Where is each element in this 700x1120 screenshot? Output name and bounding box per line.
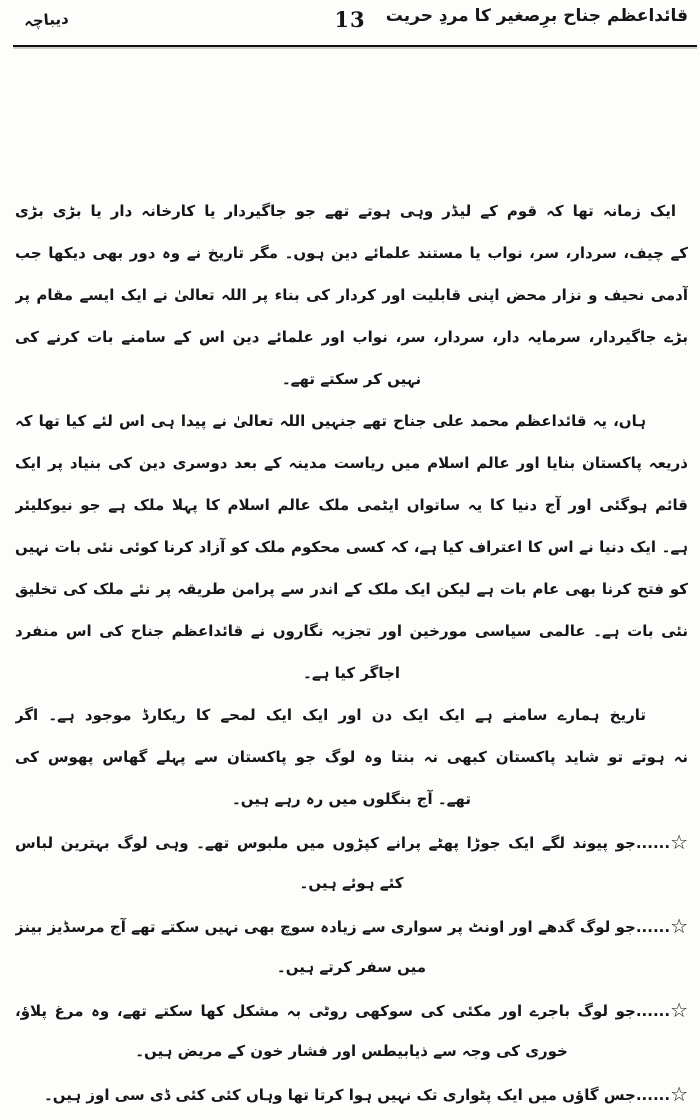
text-line <box>15 1072 688 1114</box>
text-line: ہاں، یہ قائداعظم محمد علی جناح تھے جنہیں اللہ تعالیٰ نے پیدا ہی اس لئے کیا تھا کہ <box>15 412 646 430</box>
text-line <box>15 820 688 862</box>
text-line: تاریخ ہمارے سامنے ہے ایک ایک دن اور ایک ایک لمحے کا ریکارڈ موجود ہے۔ اگر <box>15 706 646 724</box>
list-item-text: جو لوگ باجرے اور مکئی کی سوکھی روٹی بہ مشکل کھا سکتے تھے، وہ مرغ پلاؤ، <box>15 1002 636 1020</box>
text-line: نئی بات ہے۔ عالمی سیاسی مورخین اور تجزیہ نگاروں نے قائداعظم جناح کی اس منفرد <box>15 622 688 640</box>
list-item-2 <box>15 904 688 988</box>
paragraph-2 <box>15 400 688 694</box>
leader-dots: ...... <box>635 834 671 852</box>
star-bullet-icon: ☆ <box>670 914 688 938</box>
text-line: نہیں کر سکتے تھے۔ <box>281 370 422 388</box>
text-line: اجاگر کیا ہے۔ <box>303 664 400 682</box>
leader-dots: ...... <box>635 1002 671 1020</box>
list-item-text: جو پیوند لگے ایک جوڑا پھٹے پرانے کپڑوں میں ملبوس تھے۔ وہی لوگ بہترین لباس <box>15 834 636 852</box>
leader-dots: ...... <box>635 1086 671 1104</box>
text-line: قائم ہوگئی اور آج دنیا کا یہ ساتواں ایٹمی ملک عالم اسلام کا پہلا ملک ہے جو نیوکلیئر <box>15 496 688 514</box>
list-item-text: جس گاؤں میں ایک پٹواری تک نہیں ہوا کرتا تھا وہاں کئی کئی ڈی سی اوز ہیں۔ <box>43 1086 636 1104</box>
list-item-text: جو لوگ گدھے اور اونٹ پر سواری سے زیادہ سوچ بھی نہیں سکتے تھے آج مرسڈیز بینز <box>15 918 636 936</box>
text-line: نہ ہوتے تو شاید پاکستان کبھی نہ بنتا وہ لوگ جو پاکستان سے پہلے گھاس پھوس کی <box>15 748 688 766</box>
text-line: ایک زمانہ تھا کہ قوم کے لیڈر وہی ہوتے تھے جو جاگیردار یا کارخانہ دار یا بڑی بڑی <box>15 202 676 220</box>
leader-dots: ...... <box>635 918 671 936</box>
text-line: بڑے جاگیردار، سرمایہ دار، سردار، سر، نواب اور علمائے دین اس کے سامنے بات کرنے کی <box>15 328 688 346</box>
paragraph-3 <box>15 694 688 820</box>
text-line: تھے۔ آج بنگلوں میں رہ رہے ہیں۔ <box>232 790 471 808</box>
text-line: کئے ہوئے ہیں۔ <box>299 874 404 892</box>
running-head-chapter: دیباچہ <box>23 9 70 31</box>
list-item-4 <box>15 1072 688 1114</box>
text-line: کو فتح کرنا بھی عام بات ہے لیکن ایک ملک کے اندر سے پرامن طریقہ پر نئے ملک کی تخلیق <box>15 580 688 598</box>
paragraph-1 <box>15 190 688 400</box>
page-body <box>15 190 688 1114</box>
star-bullet-icon: ☆ <box>670 1082 688 1106</box>
text-line <box>15 988 688 1030</box>
page-number: 13 <box>334 7 366 32</box>
text-line: خوری کی وجہ سے ذیابیطس اور فشار خون کے مریض ہیں۔ <box>135 1042 568 1060</box>
text-line: آدمی نحیف و نزار محض اپنی قابلیت اور کردار کی بناء پر اللہ تعالیٰ نے ایک ایسے مقام پر <box>15 286 688 304</box>
text-line: ہے۔ ایک دنیا نے اس کا اعتراف کیا ہے، کہ کسی محکوم ملک کو آزاد کرنا کوئی نئی بات نہیں <box>15 538 688 556</box>
text-line: ذریعہ پاکستان بنایا اور عالم اسلام میں ریاست مدینہ کے بعد دوسری دین کی بنیاد پر ایک <box>15 454 688 472</box>
list-item-1 <box>15 820 688 904</box>
list-item-3 <box>15 988 688 1072</box>
text-line: میں سفر کرتے ہیں۔ <box>276 958 427 976</box>
text-line: کے چیف، سردار، سر، نواب یا مستند علمائے دین ہوں۔ مگر تاریخ نے وہ دور بھی دیکھا جب <box>15 244 688 262</box>
star-bullet-icon: ☆ <box>670 830 688 854</box>
text-line <box>15 904 688 946</box>
star-bullet-icon: ☆ <box>670 998 688 1022</box>
running-head-book-title: قائداعظم جناح برِصغیر کا مردِ حریت <box>385 6 688 26</box>
header-rule <box>13 45 697 47</box>
